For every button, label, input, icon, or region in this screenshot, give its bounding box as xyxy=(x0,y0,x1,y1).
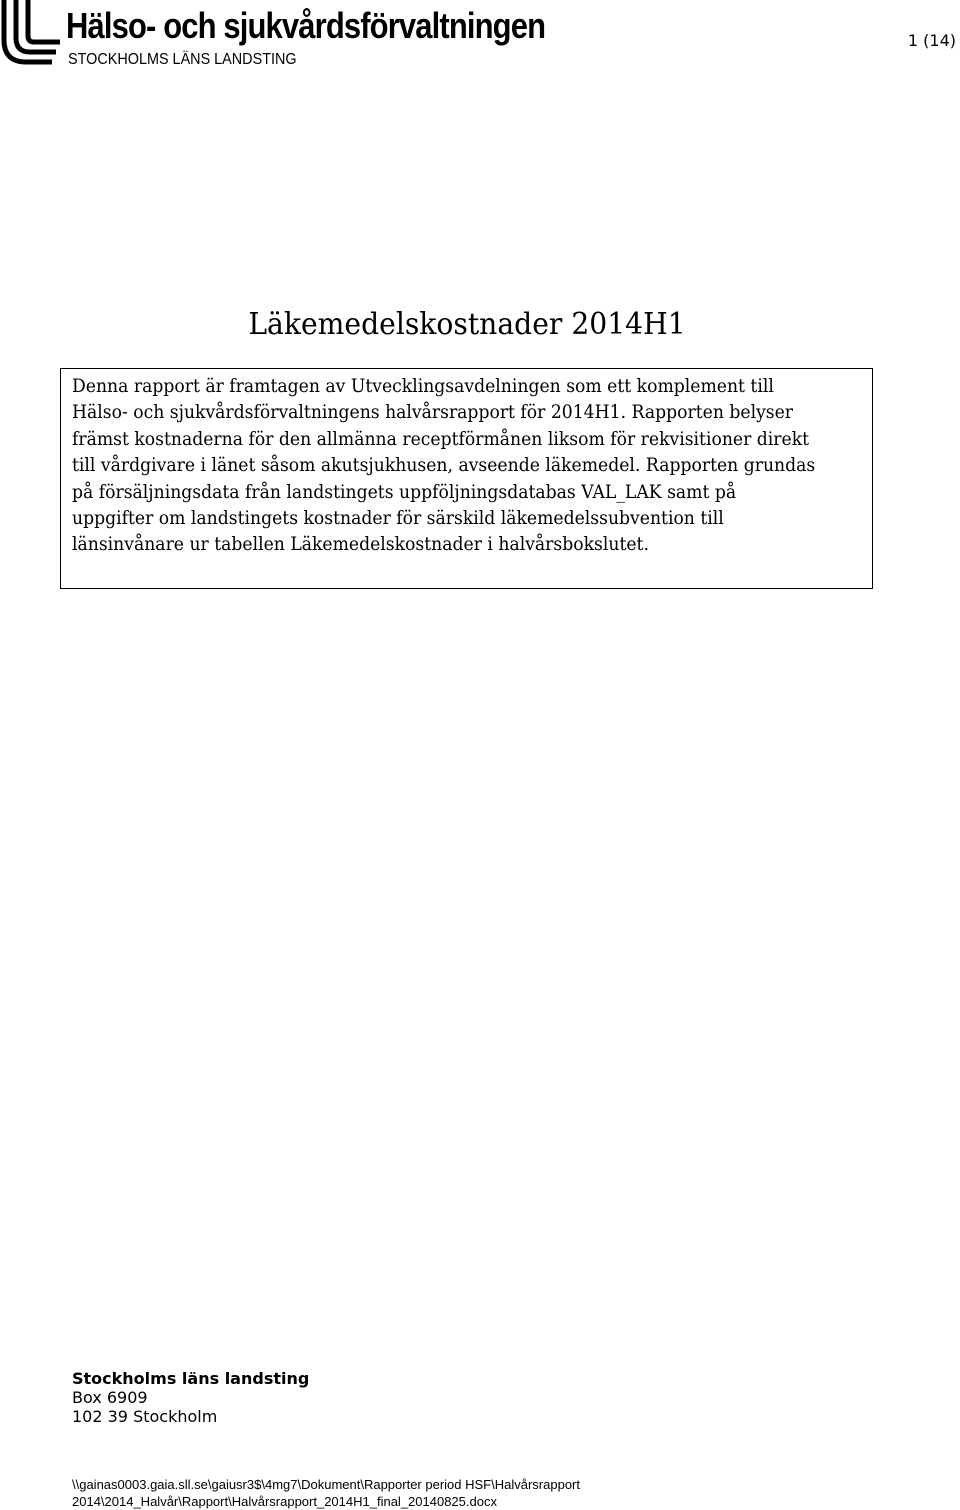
footer-organization: Stockholms läns landsting xyxy=(72,1369,310,1388)
footer-box: Box 6909 xyxy=(72,1388,148,1407)
summary-line: uppgifter om landstingets kostnader för särskild läkemedelssubvention till xyxy=(72,508,724,530)
summary-line: främst kostnaderna för den allmänna receptförmånen liksom för rekvisitioner direkt xyxy=(72,428,810,450)
footer-postal: 102 39 Stockholm xyxy=(72,1407,218,1426)
footer-file-path xyxy=(72,1476,952,1510)
summary-line: Hälso- och sjukvårdsförvaltningens halvårsrapport för 2014H1. Rapporten belyser xyxy=(72,402,794,424)
summary-box xyxy=(60,368,873,589)
file-path-line-2: 2014\2014_Halvår\Rapport\Halvårsrapport_2014H1_final_20140825.docx xyxy=(72,1494,497,1509)
organization-logo xyxy=(0,0,546,72)
summary-line: på försäljningsdata från landstingets uppföljningsdatabas VAL_LAK samt på xyxy=(72,481,737,503)
file-path-line-1: \\gainas0003.gaia.sll.se\gaiusr3$\4mg7\Dokument\Rapporter period HSF\Halvårsrapport xyxy=(72,1477,580,1492)
logo-subtitle: STOCKHOLMS LÄNS LANDSTING xyxy=(68,51,297,68)
page-number: 1 (14) xyxy=(907,31,956,50)
summary-line: till vårdgivare i länet såsom akutsjukhusen, avseende läkemedel. Rapporten grundas xyxy=(72,455,816,477)
summary-text xyxy=(72,374,816,559)
summary-line: länsinvånare ur tabellen Läkemedelskostnader i halvårsbokslutet. xyxy=(72,534,649,556)
document-title: Läkemedelskostnader 2014H1 xyxy=(248,307,686,342)
summary-line: Denna rapport är framtagen av Utvecklingsavdelningen som ett komplement till xyxy=(72,376,774,397)
landsting-emblem-icon xyxy=(0,0,64,70)
footer-address xyxy=(72,1369,309,1426)
logo-title: Hälso- och sjukvårdsförvaltningen xyxy=(66,5,546,46)
